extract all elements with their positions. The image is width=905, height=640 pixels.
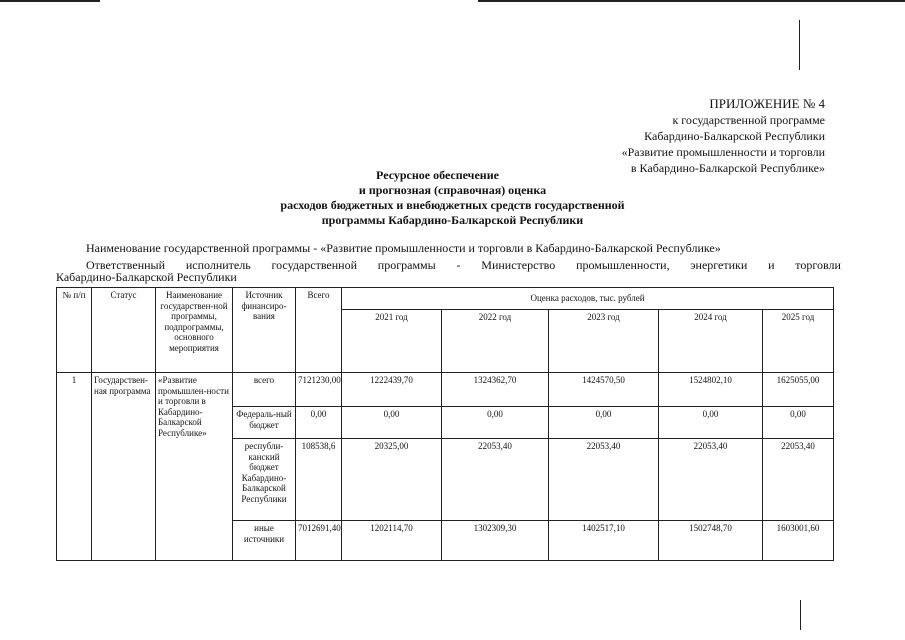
- appendix-line: Кабардино-Балкарской Республики: [644, 129, 825, 143]
- program-title: «Развитие промышлен-ности и торговли в Кабардино-Балкарской Республике»: [156, 373, 233, 561]
- value-cell: 1424570,50: [549, 373, 659, 407]
- resource-table: [56, 287, 834, 561]
- value-cell: 1524802,10: [659, 373, 763, 407]
- value-cell: 20325,00: [342, 439, 442, 521]
- value-cell: 1625055,00: [763, 373, 834, 407]
- executor-word: торговли: [795, 258, 841, 272]
- executor-word: и: [768, 258, 775, 272]
- value-cell: 22053,40: [442, 439, 549, 521]
- header-estimate: Оценка расходов, тыс. рублей: [342, 288, 834, 310]
- header-source: Источник финансиро-вания: [233, 288, 296, 373]
- scan-line: [800, 600, 801, 630]
- document-heading: [0, 168, 905, 228]
- executor-word: исполнитель: [185, 258, 251, 272]
- executor-word: промышленности,: [576, 258, 670, 272]
- value-cell: 22053,40: [549, 439, 659, 521]
- program-name-line: Наименование государственной программы - «Развитие промышленности и торговли в Кабардино-Балкарской Республике»: [86, 241, 721, 255]
- header-num: № п/п: [57, 288, 92, 373]
- value-cell: 1302309,30: [442, 521, 549, 561]
- value-cell: 1222439,70: [342, 373, 442, 407]
- header-year: 2023 год: [549, 310, 659, 373]
- total-cell: 7012691,40: [296, 521, 342, 561]
- total-cell: 7121230,00: [296, 373, 342, 407]
- header-status: Статус: [92, 288, 156, 373]
- value-cell: 0,00: [763, 407, 834, 439]
- header-name: Наименование государствен-ной программы, подпрограммы, основного мероприятия: [156, 288, 233, 373]
- value-cell: 0,00: [659, 407, 763, 439]
- source-cell: иные источники: [233, 521, 296, 561]
- program-num: 1: [57, 373, 92, 561]
- value-cell: 1603001,60: [763, 521, 834, 561]
- heading-line: программы Кабардино-Балкарской Республики: [321, 213, 584, 227]
- value-cell: 1402517,10: [549, 521, 659, 561]
- scan-line: [478, 0, 905, 2]
- appendix-line: «Развитие промышленности и торговли: [621, 145, 825, 159]
- heading-line: и прогнозная (справочная) оценка: [358, 183, 547, 197]
- heading-line: расходов бюджетных и внебюджетных средств государственной: [280, 198, 625, 212]
- value-cell: 0,00: [342, 407, 442, 439]
- executor-continuation: Кабардино-Балкарской Республики: [56, 270, 237, 284]
- executor-word: программы: [377, 258, 436, 272]
- value-cell: 0,00: [442, 407, 549, 439]
- value-cell: 22053,40: [659, 439, 763, 521]
- executor-word: Министерство: [481, 258, 556, 272]
- heading-line: Ресурсное обеспечение: [376, 168, 499, 182]
- header-year: 2022 год: [442, 310, 549, 373]
- source-cell: республи-канский бюджет Кабардино-Балкарской Республики: [233, 439, 296, 521]
- source-cell: всего: [233, 373, 296, 407]
- executor-word: -: [456, 258, 461, 272]
- header-year: 2021 год: [342, 310, 442, 373]
- value-cell: 1202114,70: [342, 521, 442, 561]
- table-header-row: [57, 288, 834, 310]
- program-status: Государствен-ная программа: [92, 373, 156, 561]
- source-cell: Федераль-ный бюджет: [233, 407, 296, 439]
- header-year: 2025 год: [763, 310, 834, 373]
- appendix-line: к государственной программе: [672, 113, 825, 127]
- scan-line: [799, 20, 800, 70]
- value-cell: 1324362,70: [442, 373, 549, 407]
- appendix-line: в Кабардино-Балкарской Республике»: [630, 161, 825, 175]
- executor-word: государственной: [271, 258, 358, 272]
- header-year: 2024 год: [659, 310, 763, 373]
- value-cell: 1502748,70: [659, 521, 763, 561]
- appendix-title: ПРИЛОЖЕНИЕ № 4: [709, 96, 825, 111]
- value-cell: 22053,40: [763, 439, 834, 521]
- value-cell: 0,00: [549, 407, 659, 439]
- total-cell: 108538,6: [296, 439, 342, 521]
- table-row: [57, 373, 834, 407]
- scan-line: [0, 0, 100, 2]
- total-cell: 0,00: [296, 407, 342, 439]
- header-total: Всего: [296, 288, 342, 373]
- appendix-header: [622, 96, 825, 176]
- executor-word: Ответственный: [86, 258, 166, 272]
- executor-word: энергетики: [690, 258, 748, 272]
